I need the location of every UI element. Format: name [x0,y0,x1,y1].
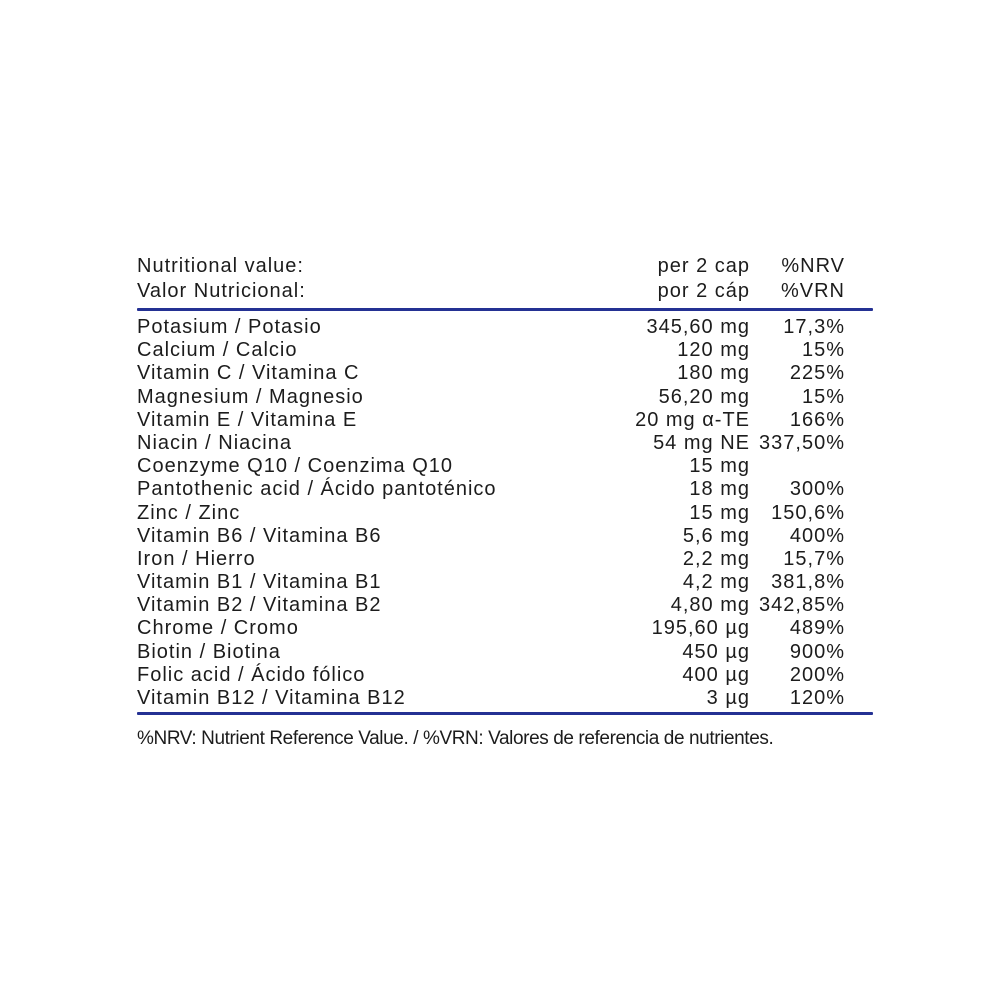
nrv-column-header-es: %VRN [780,280,845,302]
nutrient-name: Zinc / Zinc [137,501,241,524]
nutrient-amount: 195,60 µg [651,617,750,640]
nutrient-nrv [750,455,845,478]
top-divider [137,308,873,311]
nutrient-nrv: 15% [801,339,845,362]
amount-column-header-es: por 2 cáp [657,280,750,302]
nutrient-name: Vitamin B1 / Vitamina B1 [137,571,382,594]
table-row [137,525,873,548]
nutrient-name: Iron / Hierro [137,547,256,570]
nutrient-name: Chrome / Cromo [137,617,299,640]
nutrient-name: Vitamin B6 / Vitamina B6 [137,524,382,547]
table-row [137,432,873,455]
table-row [137,617,873,640]
table-row [137,409,873,432]
nutrient-name: Vitamin E / Vitamina E [137,408,358,431]
nutrient-amount: 120 mg [677,339,750,362]
nutrient-amount: 2,2 mg [682,547,750,570]
nutrient-name: Vitamin B2 / Vitamina B2 [137,594,382,617]
bottom-divider [137,712,873,715]
table-row [137,594,873,617]
nutrient-nrv: 337,50% [759,431,845,454]
table-header-row-en [137,254,873,279]
nutrient-amount: 4,2 mg [682,571,750,594]
nutrient-amount: 4,80 mg [670,594,750,617]
nutrient-amount: 400 µg [682,663,750,686]
nutrient-amount: 345,60 mg [646,316,750,338]
nutrient-amount: 54 mg NE [653,431,750,454]
nutrient-name: Niacin / Niacina [137,431,292,454]
footnote: %NRV: Nutrient Reference Value. / %VRN: Valores de referencia de nutrientes. [137,728,774,750]
nutrient-amount: 180 mg [677,362,750,385]
nutrient-nrv: 15% [801,385,845,408]
table-row [137,362,873,385]
table-header-row-es [137,279,873,304]
nutrient-amount: 15 mg [689,455,750,478]
nutrient-name: Pantothenic acid / Ácido pantoténico [137,478,497,501]
nutrient-amount: 3 µg [706,687,750,709]
nutrient-nrv: 15,7% [783,547,845,570]
nutrient-name: Potasium / Potasio [137,316,322,338]
table-row [137,664,873,687]
table-row [137,571,873,594]
nutrient-name: Vitamin C / Vitamina C [137,362,360,385]
nutrient-amount: 15 mg [689,501,750,524]
nutrient-name: Magnesium / Magnesio [137,385,364,408]
nutrient-name: Biotin / Biotina [137,640,281,663]
nutrient-nrv: 17,3% [783,316,845,338]
table-row [137,687,873,710]
table-row [137,641,873,664]
nutrient-name: Calcium / Calcio [137,339,298,362]
nutrient-nrv: 150,6% [771,501,845,524]
nutrient-nrv: 381,8% [771,571,845,594]
nutrient-name: Coenzyme Q10 / Coenzima Q10 [137,455,454,478]
nutrient-amount: 450 µg [682,640,750,663]
amount-column-header-en: per 2 cap [657,255,750,277]
nutrient-nrv: 225% [789,362,845,385]
nutrition-facts-table [137,254,873,750]
nutrient-amount: 56,20 mg [658,385,750,408]
table-row [137,478,873,501]
nutrient-nrv: 300% [789,478,845,501]
table-row [137,386,873,409]
table-row [137,339,873,362]
table-row [137,548,873,571]
table-body [137,316,873,710]
nutrient-name: Folic acid / Ácido fólico [137,663,366,686]
table-row [137,502,873,525]
nutrient-nrv: 200% [789,663,845,686]
nutrient-nrv: 900% [789,640,845,663]
table-title-en: Nutritional value: [137,255,304,277]
nutrient-nrv: 489% [789,617,845,640]
table-row [137,455,873,478]
nutrient-nrv: 120% [789,687,845,709]
nutrient-amount: 5,6 mg [682,524,750,547]
nutrient-amount: 20 mg α-TE [635,408,750,431]
nrv-column-header-en: %NRV [781,255,845,277]
nutrient-nrv: 342,85% [759,594,845,617]
table-title-es: Valor Nutricional: [137,280,306,302]
nutrient-amount: 18 mg [689,478,750,501]
nutrient-nrv: 400% [789,524,845,547]
nutrient-name: Vitamin B12 / Vitamina B12 [137,687,406,709]
nutrient-nrv: 166% [789,408,845,431]
table-row [137,316,873,339]
